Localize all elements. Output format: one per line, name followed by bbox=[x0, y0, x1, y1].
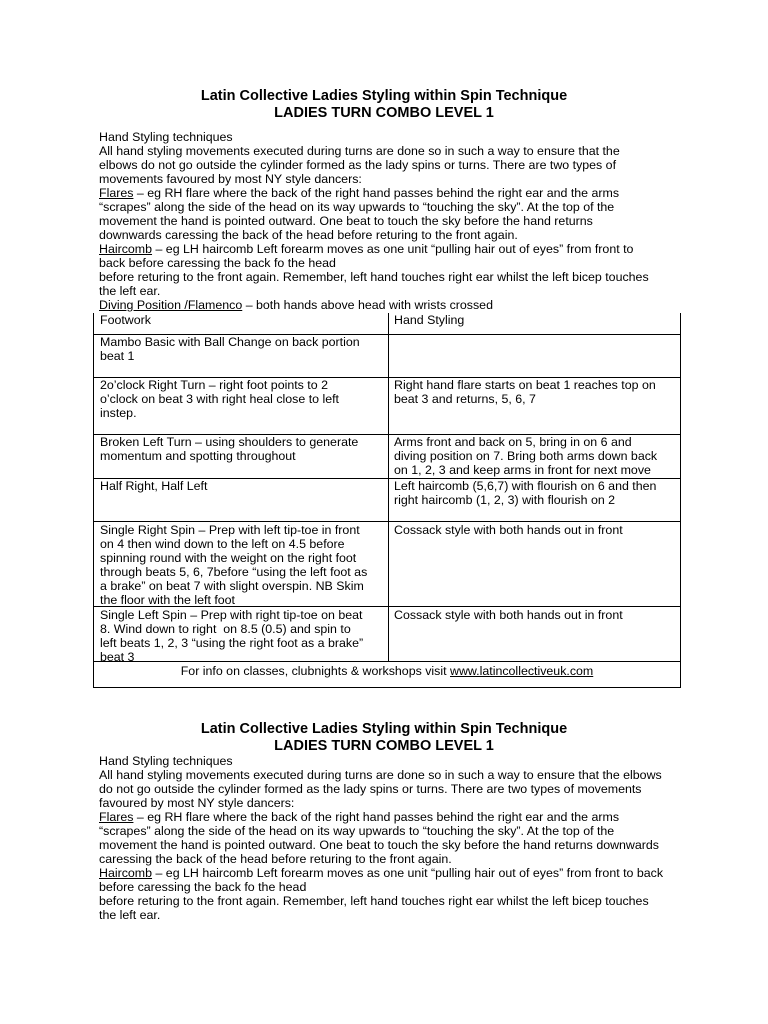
section2-intro-heading: Hand Styling techniques bbox=[99, 754, 233, 768]
haircomb-term: Haircomb bbox=[99, 866, 153, 880]
row5-footwork: Single Right Spin – Prep with left tip-toe in front on 4 then wind down to the left on 4.5 before spinning round with the weight on the right foot through beats 5, 6, 7before “using the left foot as a brake” on beat 7 with slight overspin. NB Skim the floor with the left foot bbox=[100, 523, 368, 607]
section2-flares bbox=[99, 810, 659, 866]
header-footwork: Footwork bbox=[100, 313, 151, 327]
section1-haircomb bbox=[99, 242, 649, 298]
row1-footwork: Mambo Basic with Ball Change on back portion beat 1 bbox=[100, 335, 360, 363]
section1-intro-heading: Hand Styling techniques bbox=[99, 130, 233, 144]
haircomb-text: – eg LH haircomb Left forearm moves as one unit “pulling hair out of eyes” from front to back before caressing the back fo the head before returing to the front again. Remember, left hand touches right ear whilst the left bicep touches the left ear. bbox=[99, 242, 649, 298]
flares-term: Flares bbox=[99, 810, 134, 824]
website-link[interactable]: www.latincollectiveuk.com bbox=[450, 664, 594, 678]
row2-footwork: 2o’clock Right Turn – right foot points to 2 o’clock on beat 3 with right heal close to left instep. bbox=[100, 378, 339, 420]
turn-combo-table bbox=[93, 313, 681, 688]
row3-hand-styling: Arms front and back on 5, bring in on 6 and diving position on 7. Bring both arms down back on 1, 2, 3 and keep arms in front for next move bbox=[394, 435, 658, 477]
row4-footwork: Half Right, Half Left bbox=[100, 479, 208, 493]
section1-diving bbox=[99, 298, 493, 312]
diving-term: Diving Position /Flamenco bbox=[99, 298, 243, 312]
row5-hand-styling: Cossack style with both hands out in front bbox=[394, 523, 623, 537]
flares-text: – eg RH flare where the back of the right hand passes behind the right ear and the arms “scrapes” along the side of the head on its way upwards to “touching the sky”. At the top of the movement the hand is pointed outward. One beat to touch the sky before the hand returns downwards caressing the back of the head before returing to the front again. bbox=[99, 810, 659, 866]
table-footer bbox=[94, 664, 680, 678]
row4-hand-styling: Left haircomb (5,6,7) with flourish on 6 and then right haircomb (1, 2, 3) with flourish on 2 bbox=[394, 479, 657, 507]
section2-title: Latin Collective Ladies Styling within Spin Technique bbox=[200, 721, 568, 737]
section2-intro-body: All hand styling movements executed during turns are done so in such a way to ensure that the elbows do not go outside the cylinder formed as the lady spins or turns. There are two types of movements favoured by most NY style dancers: bbox=[99, 768, 662, 810]
section1-flares bbox=[99, 186, 619, 242]
column-divider bbox=[388, 313, 389, 661]
row6-hand-styling: Cossack style with both hands out in front bbox=[394, 608, 623, 622]
row2-hand-styling: Right hand flare starts on beat 1 reaches top on beat 3 and returns, 5, 6, 7 bbox=[394, 378, 656, 406]
header-hand-styling: Hand Styling bbox=[394, 313, 465, 327]
row6-footwork: Single Left Spin – Prep with right tip-toe on beat 8. Wind down to right on 8.5 (0.5) and spin to left beats 1, 2, 3 “using the right foot as a brake” beat 3 bbox=[100, 608, 364, 664]
flares-term: Flares bbox=[99, 186, 134, 200]
row-divider bbox=[94, 521, 680, 522]
flares-text: – eg RH flare where the back of the right hand passes behind the right ear and the arms “scrapes” along the side of the head on its way upwards to “touching the sky”. At the top of the movement the hand is pointed outward. One beat to touch the sky before the hand returns downwards caressing the back of the head before returing to the front again. bbox=[99, 186, 620, 242]
diving-text: – both hands above head with wrists crossed bbox=[242, 298, 493, 312]
section1-intro-body: All hand styling movements executed during turns are done so in such a way to ensure that the elbows do not go outside the cylinder formed as the lady spins or turns. There are two types of movements favoured by most NY style dancers: bbox=[99, 144, 620, 186]
row3-footwork: Broken Left Turn – using shoulders to generate momentum and spotting throughout bbox=[100, 435, 359, 463]
haircomb-term: Haircomb bbox=[99, 242, 153, 256]
section1-subtitle: LADIES TURN COMBO LEVEL 1 bbox=[274, 105, 494, 121]
section2-haircomb bbox=[99, 866, 663, 922]
section1-title: Latin Collective Ladies Styling within Spin Technique bbox=[200, 88, 568, 104]
section2-subtitle: LADIES TURN COMBO LEVEL 1 bbox=[274, 738, 494, 754]
haircomb-text: – eg LH haircomb Left forearm moves as one unit “pulling hair out of eyes” from front to back before caressing the back fo the head before returing to the front again. Remember, left hand touches right ear whilst the left bicep touches the left ear. bbox=[99, 866, 664, 922]
footer-text: For info on classes, clubnights & workshops visit bbox=[180, 664, 451, 678]
